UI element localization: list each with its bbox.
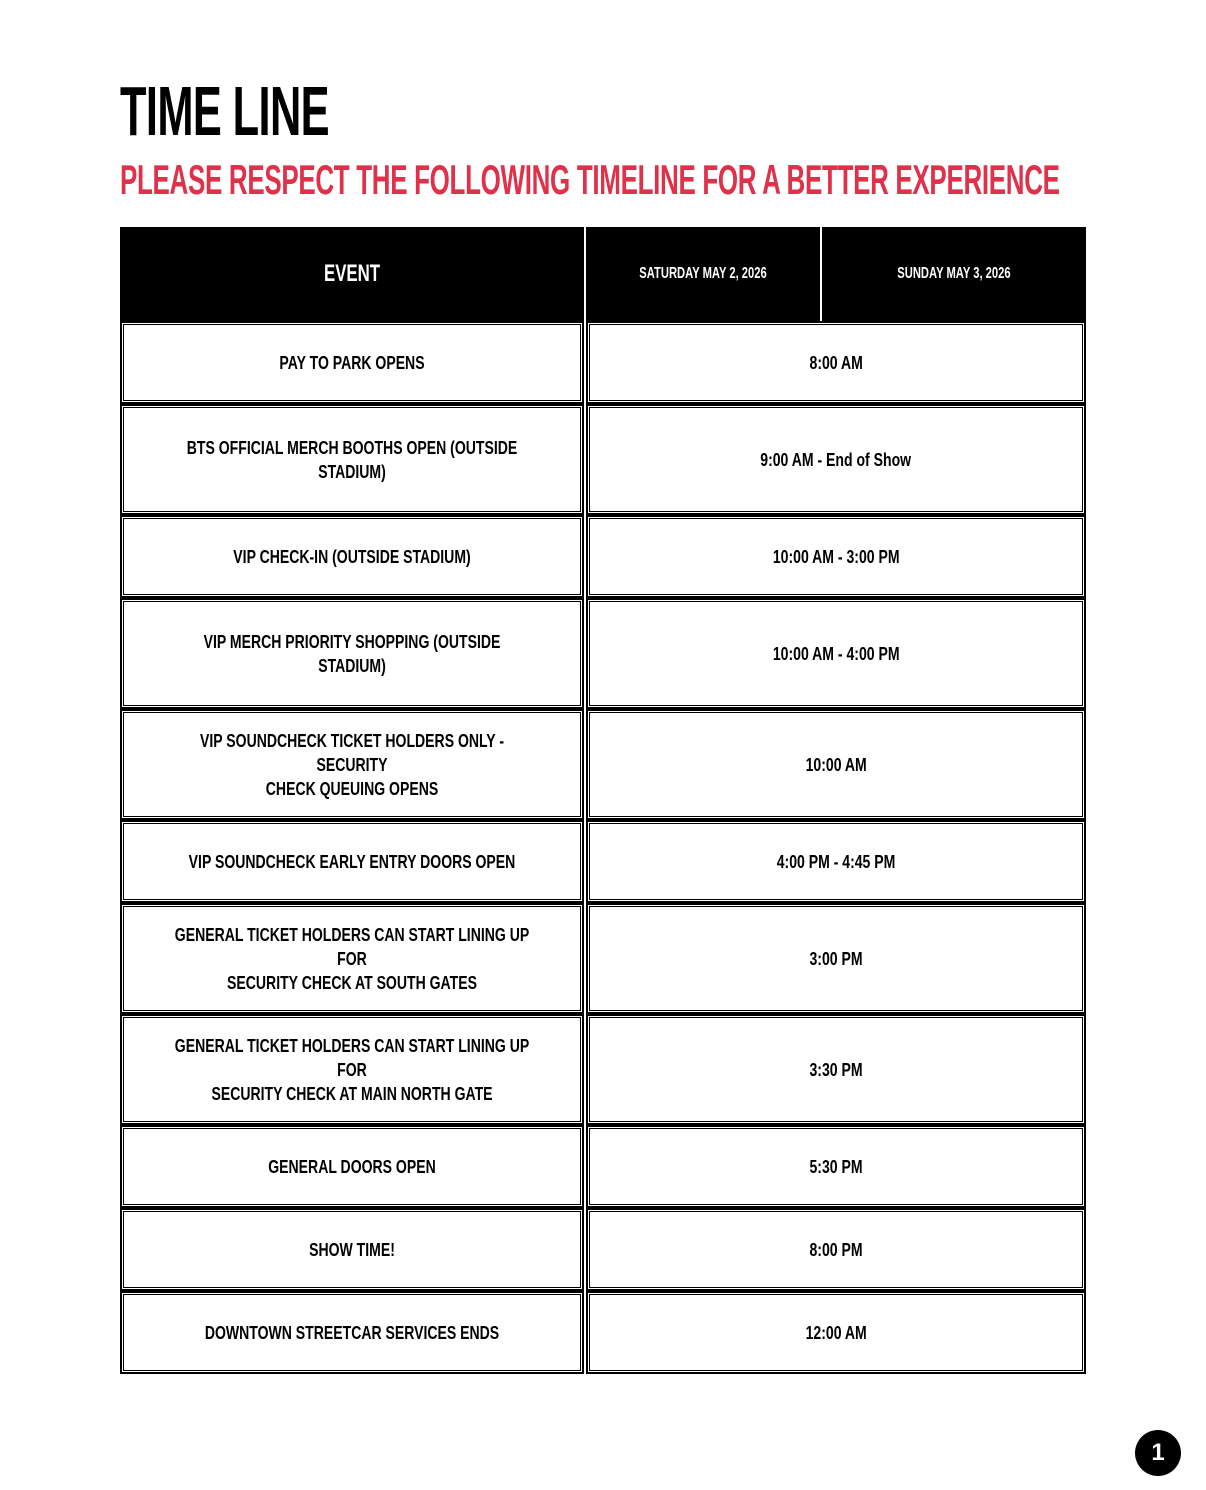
time-cell: 9:00 AM - End of Show — [586, 404, 1086, 515]
event-cell: BTS OFFICIAL MERCH BOOTHS OPEN (OUTSIDE STADIUM) — [120, 404, 584, 515]
time-cell: 10:00 AM - 3:00 PM — [586, 515, 1086, 598]
table-row — [120, 1208, 1086, 1291]
table-row — [120, 820, 1086, 903]
event-cell: PAY TO PARK OPENS — [120, 321, 584, 404]
time-cell: 4:00 PM - 4:45 PM — [586, 820, 1086, 903]
event-cell: DOWNTOWN STREETCAR SERVICES ENDS — [120, 1291, 584, 1374]
event-cell: VIP MERCH PRIORITY SHOPPING (OUTSIDE STADIUM) — [120, 598, 584, 709]
table-header — [120, 227, 1086, 321]
header-event: EVENT — [323, 260, 380, 287]
event-cell: GENERAL TICKET HOLDERS CAN START LINING UP FOR SECURITY CHECK AT MAIN NORTH GATE — [120, 1014, 584, 1125]
time-cell: 8:00 PM — [586, 1208, 1086, 1291]
table-row — [120, 321, 1086, 404]
time-cell: 8:00 AM — [586, 321, 1086, 404]
time-cell: 10:00 AM - 4:00 PM — [586, 598, 1086, 709]
table-row — [120, 903, 1086, 1014]
event-cell: VIP SOUNDCHECK EARLY ENTRY DOORS OPEN — [120, 820, 584, 903]
time-cell: 12:00 AM — [586, 1291, 1086, 1374]
page-subtitle: PLEASE RESPECT THE FOLLOWING TIMELINE FOR A BETTER EXPERIENCE — [120, 156, 1060, 203]
event-cell: SHOW TIME! — [120, 1208, 584, 1291]
header-saturday: SATURDAY MAY 2, 2026 — [639, 265, 767, 282]
time-cell: 3:00 PM — [586, 903, 1086, 1014]
header-sunday: SUNDAY MAY 3, 2026 — [897, 265, 1011, 282]
event-cell: GENERAL TICKET HOLDERS CAN START LINING UP FOR SECURITY CHECK AT SOUTH GATES — [120, 903, 584, 1014]
event-cell: VIP CHECK-IN (OUTSIDE STADIUM) — [120, 515, 584, 598]
table-row — [120, 1014, 1086, 1125]
event-cell: VIP SOUNDCHECK TICKET HOLDERS ONLY - SECURITY CHECK QUEUING OPENS — [120, 709, 584, 820]
time-cell: 10:00 AM — [586, 709, 1086, 820]
table-row — [120, 709, 1086, 820]
event-cell: GENERAL DOORS OPEN — [120, 1125, 584, 1208]
table-row — [120, 515, 1086, 598]
table-row — [120, 598, 1086, 709]
time-cell: 5:30 PM — [586, 1125, 1086, 1208]
table-row — [120, 404, 1086, 515]
time-cell: 3:30 PM — [586, 1014, 1086, 1125]
page-number-badge: 1 — [1135, 1430, 1181, 1476]
page-title: TIME LINE — [120, 72, 330, 150]
table-row — [120, 1125, 1086, 1208]
table-row — [120, 1291, 1086, 1374]
